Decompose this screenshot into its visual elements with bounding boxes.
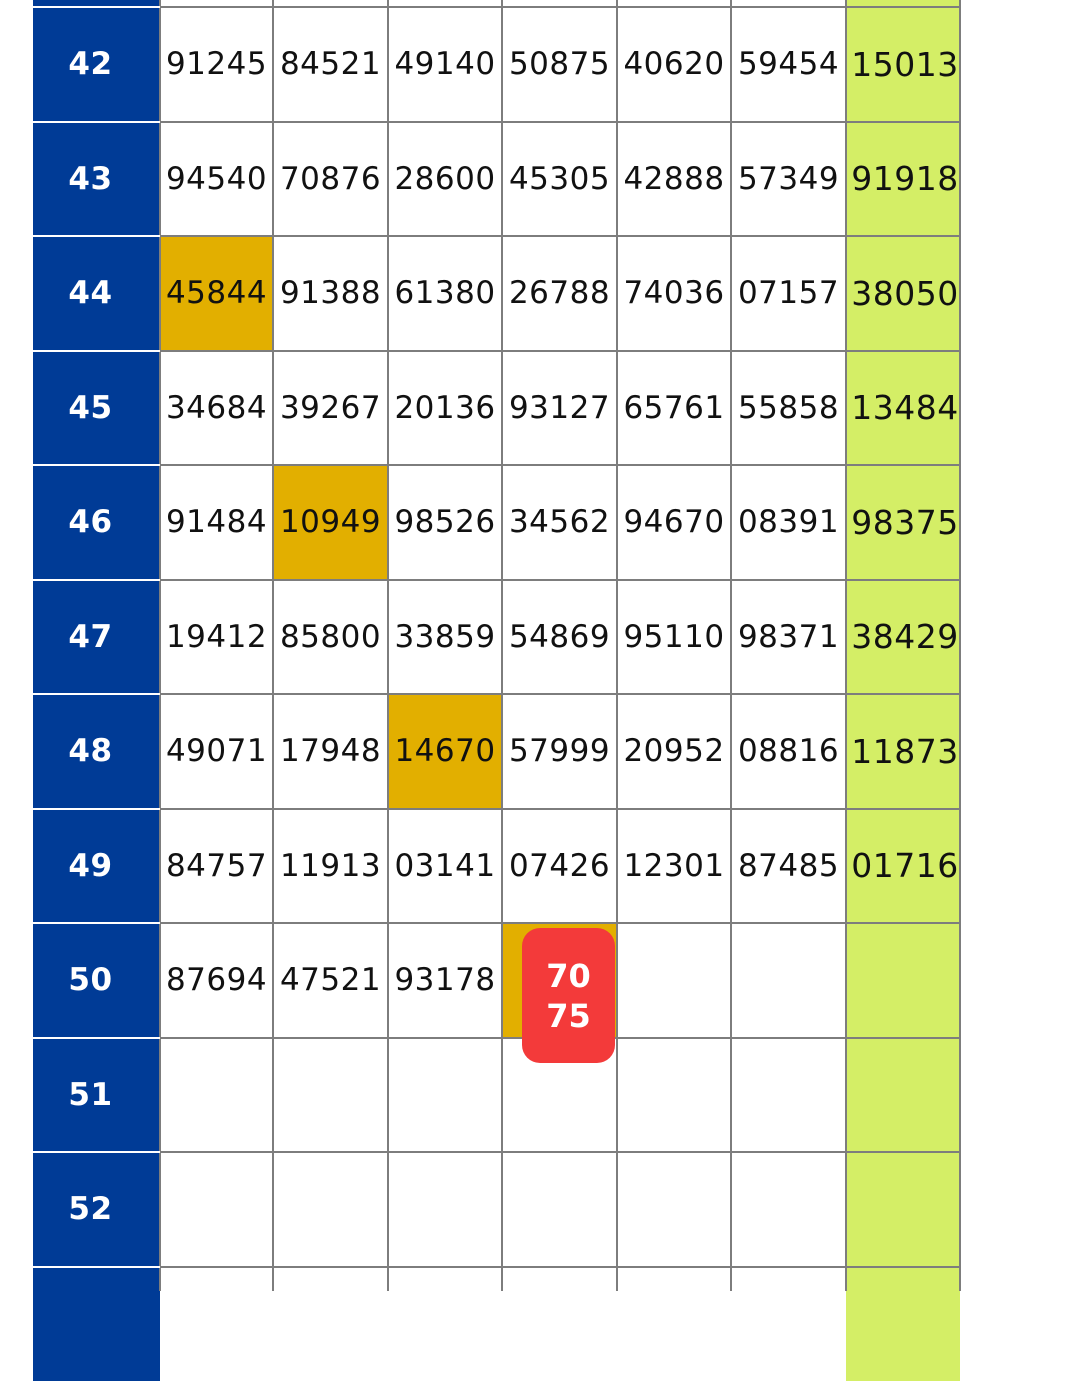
number-cell — [731, 1267, 846, 1381]
result-cell: 15013 — [846, 7, 960, 122]
number-cell — [273, 1267, 388, 1381]
number-cell: 47521 — [273, 923, 388, 1038]
number-cell: 87694 — [160, 923, 273, 1038]
row-header-separator — [33, 808, 160, 810]
grid-line-vertical — [272, 0, 274, 1291]
number-cell — [502, 1152, 617, 1267]
number-cell — [388, 1152, 502, 1267]
grid-line-vertical — [730, 0, 732, 1291]
number-cell: 65761 — [617, 351, 731, 466]
number-cell: 57349 — [731, 122, 846, 237]
number-cell: 08816 — [731, 694, 846, 809]
result-cell: 98375 — [846, 465, 960, 580]
number-cell: 49071 — [160, 694, 273, 809]
row-number — [33, 1267, 160, 1381]
row-header-separator — [33, 350, 160, 352]
result-cell: 38050 — [846, 236, 960, 351]
row-number: 47 — [33, 580, 160, 695]
grid-line-vertical — [159, 0, 161, 1291]
number-cell: 84757 — [160, 809, 273, 924]
number-cell: 93127 — [502, 351, 617, 466]
number-cell: 85800 — [273, 580, 388, 695]
result-cell: 01716 — [846, 809, 960, 924]
number-cell — [273, 1038, 388, 1153]
row-number: 46 — [33, 465, 160, 580]
number-cell — [617, 1267, 731, 1381]
result-cell — [846, 1152, 960, 1267]
row-number: 51 — [33, 1038, 160, 1153]
number-cell: 49140 — [388, 7, 502, 122]
row-header-separator — [33, 6, 160, 8]
row-header-separator — [33, 1266, 160, 1268]
row-number: 50 — [33, 923, 160, 1038]
grid-line-horizontal — [160, 808, 960, 810]
number-cell: 74036 — [617, 236, 731, 351]
grid-line-horizontal — [160, 6, 960, 8]
grid-line-vertical — [387, 0, 389, 1291]
result-cell: 91918 — [846, 122, 960, 237]
grid-line-vertical — [959, 0, 961, 1291]
number-cell: 03141 — [388, 809, 502, 924]
bubble-line-1: 70 — [546, 956, 591, 996]
number-cell — [273, 1152, 388, 1267]
number-cell: 34562 — [502, 465, 617, 580]
grid-line-horizontal — [160, 1151, 960, 1153]
number-cell — [160, 1152, 273, 1267]
row-header-separator — [33, 1151, 160, 1153]
row-number: 45 — [33, 351, 160, 466]
number-cell: 20136 — [388, 351, 502, 466]
number-cell: 07426 — [502, 809, 617, 924]
number-cell: 33859 — [388, 580, 502, 695]
row-header-separator — [33, 922, 160, 924]
result-cell: 13484 — [846, 351, 960, 466]
number-cell — [388, 1267, 502, 1381]
number-cell: 11913 — [273, 809, 388, 924]
number-cell: 26788 — [502, 236, 617, 351]
number-cell: 08391 — [731, 465, 846, 580]
number-cell: 84521 — [273, 7, 388, 122]
number-cell — [160, 1267, 273, 1381]
number-cell: 39267 — [273, 351, 388, 466]
number-cell: 40620 — [617, 7, 731, 122]
number-cell: 61380 — [388, 236, 502, 351]
number-cell: 42888 — [617, 122, 731, 237]
number-cell: 07157 — [731, 236, 846, 351]
number-cell: 12301 — [617, 809, 731, 924]
result-cell — [846, 923, 960, 1038]
number-cell — [731, 923, 846, 1038]
grid-line-vertical — [501, 0, 503, 1291]
number-cell: 98526 — [388, 465, 502, 580]
number-cell — [617, 1152, 731, 1267]
number-cell: 91388 — [273, 236, 388, 351]
row-number: 48 — [33, 694, 160, 809]
number-cell: 14670 — [388, 694, 502, 809]
number-cell: 93178 — [388, 923, 502, 1038]
grid-line-horizontal — [160, 464, 960, 466]
number-cell: 28600 — [388, 122, 502, 237]
number-cell: 57999 — [502, 694, 617, 809]
row-header-separator — [33, 579, 160, 581]
number-cell: 95110 — [617, 580, 731, 695]
result-cell — [846, 1038, 960, 1153]
number-cell — [731, 1152, 846, 1267]
number-cell: 70876 — [273, 122, 388, 237]
number-cell: 34684 — [160, 351, 273, 466]
number-cell: 50875 — [502, 7, 617, 122]
grid-line-horizontal — [160, 121, 960, 123]
row-header-separator — [33, 464, 160, 466]
number-cell: 91484 — [160, 465, 273, 580]
grid-line-horizontal — [160, 579, 960, 581]
row-number: 42 — [33, 7, 160, 122]
live-number-bubble[interactable] — [522, 928, 615, 1063]
number-cell: 45305 — [502, 122, 617, 237]
row-header-separator — [33, 235, 160, 237]
grid-line-horizontal — [160, 350, 960, 352]
number-cell: 19412 — [160, 580, 273, 695]
row-header-separator — [33, 693, 160, 695]
grid-line-horizontal — [160, 693, 960, 695]
grid-line-horizontal — [160, 922, 960, 924]
number-cell: 17948 — [273, 694, 388, 809]
number-cell — [502, 1267, 617, 1381]
number-cell — [388, 1038, 502, 1153]
result-cell: 11873 — [846, 694, 960, 809]
grid-line-vertical — [616, 0, 618, 1291]
grid-line-horizontal — [160, 1266, 960, 1268]
number-cell — [617, 1038, 731, 1153]
number-cell: 94540 — [160, 122, 273, 237]
row-number: 44 — [33, 236, 160, 351]
number-cell: 55858 — [731, 351, 846, 466]
number-cell: 45844 — [160, 236, 273, 351]
row-header-separator — [33, 121, 160, 123]
number-cell: 87485 — [731, 809, 846, 924]
grid-line-vertical — [845, 0, 847, 1291]
result-cell — [846, 1267, 960, 1381]
row-number: 43 — [33, 122, 160, 237]
number-cell: 91245 — [160, 7, 273, 122]
number-cell: 54869 — [502, 580, 617, 695]
number-cell: 98371 — [731, 580, 846, 695]
result-cell: 38429 — [846, 580, 960, 695]
row-number: 52 — [33, 1152, 160, 1267]
number-cell — [731, 1038, 846, 1153]
number-cell: 20952 — [617, 694, 731, 809]
number-cell: 94670 — [617, 465, 731, 580]
number-cell — [617, 923, 731, 1038]
number-cell — [160, 1038, 273, 1153]
grid-line-horizontal — [160, 235, 960, 237]
row-header-separator — [33, 1037, 160, 1039]
number-cell: 59454 — [731, 7, 846, 122]
number-cell: 10949 — [273, 465, 388, 580]
bubble-line-2: 75 — [546, 996, 591, 1036]
row-number: 49 — [33, 809, 160, 924]
